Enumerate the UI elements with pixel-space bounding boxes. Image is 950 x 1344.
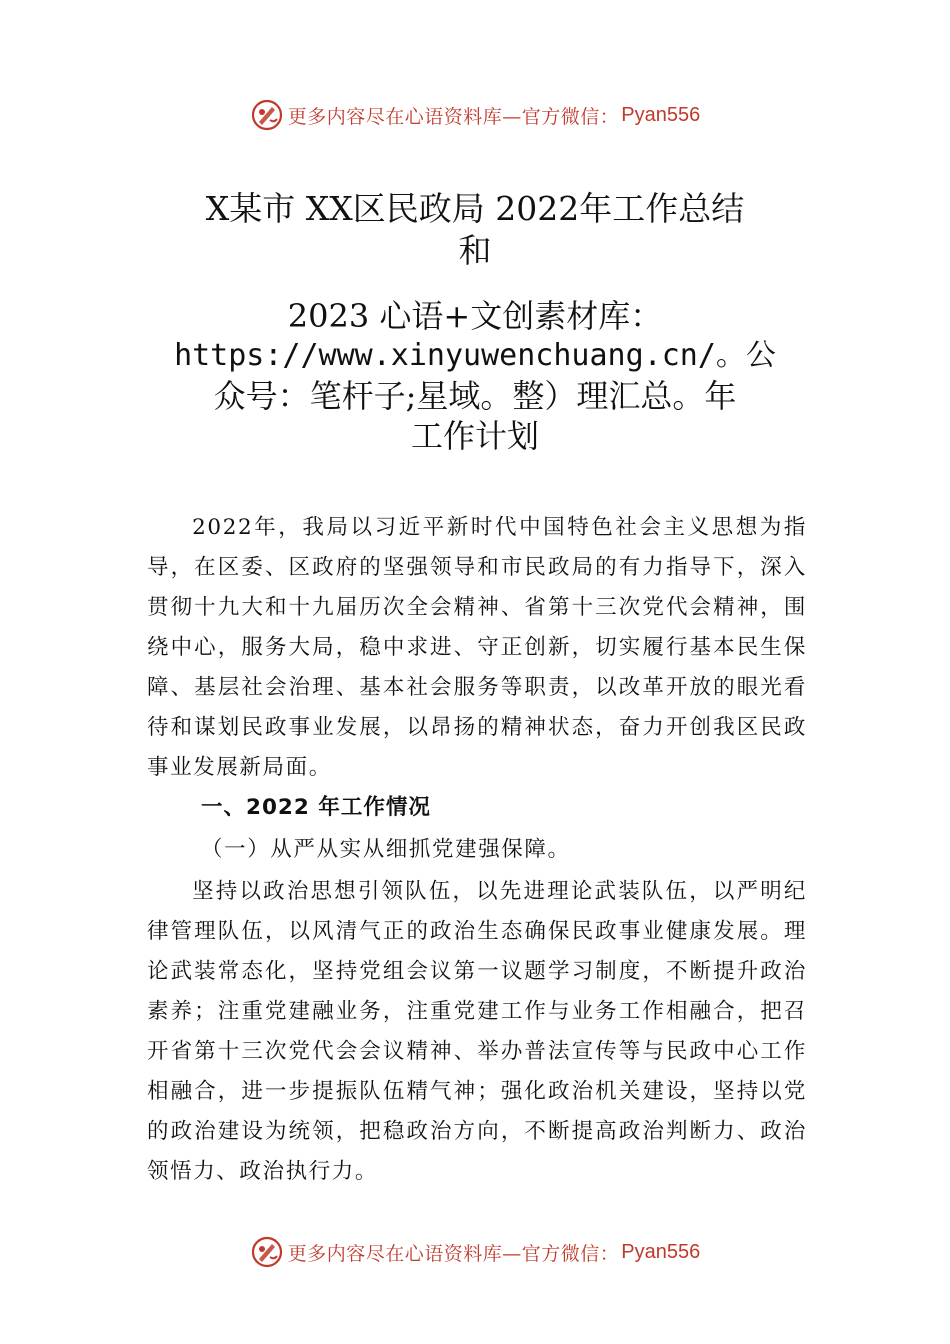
section-heading: 一、2022 年工作情况: [201, 795, 431, 820]
document-title: [120, 188, 830, 272]
banner-text: 更多内容尽在心语资料库—官方微信：: [287, 105, 620, 128]
pen-nib-logo-icon: [250, 98, 284, 132]
title-line-3: 2023 心语+文创素材库：: [287, 297, 663, 335]
title-line-1: X某市 XX区民政局 2022年工作总结: [205, 189, 745, 228]
banner-text: 更多内容尽在心语资料库—官方微信：: [287, 1242, 620, 1265]
title-line-6: 工作计划: [410, 417, 539, 455]
document-body: [147, 508, 807, 1192]
subsection-heading: （一）从严从实从细抓党建强保障。: [201, 837, 571, 862]
banner-wechat-id: Pyan556: [621, 1240, 701, 1263]
title-line-4-url: https://www.xinyuwenchuang.cn/。公: [174, 338, 776, 373]
body-paragraph: 坚持以政治思想引领队伍，以先进理论武装队伍，以严明纪律管理队伍，以风清气正的政治生态确保民政事业健康发展。理论武装常态化，坚持党组会议第一议题学习制度，不断提升政治素养；注重党建融业务，注重党建工作与业务工作相融合，把召开省第十三次党代会会议精神、举办普法宣传等与民政中心工作相融合，进一步提振队伍精气神；强化政治机关建设，坚持以党的政治建设为统领，把稳政治方向，不断提高政治判断力、政治领悟力、政治执行力。: [147, 879, 807, 1184]
title-line-5: 众号：笔杆子;星域。整）理汇总。年: [213, 377, 737, 415]
header-banner: [0, 95, 950, 135]
footer-banner: [0, 1232, 950, 1272]
document-title-continued: [120, 296, 830, 456]
banner-wechat-id: Pyan556: [621, 103, 701, 126]
pen-nib-logo-icon: [250, 1235, 284, 1269]
title-line-2: 和: [458, 231, 492, 270]
intro-paragraph: 2022年，我局以习近平新时代中国特色社会主义思想为指导，在区委、区政府的坚强领导和市民政局的有力指导下，深入贯彻十九大和十九届历次全会精神、省第十三次党代会精神，围绕中心，服务大局，稳中求进、守正创新，切实履行基本民生保障、基层社会治理、基本社会服务等职责，以改革开放的眼光看待和谋划民政事业发展，以昂扬的精神状态，奋力开创我区民政事业发展新局面。: [147, 515, 807, 780]
